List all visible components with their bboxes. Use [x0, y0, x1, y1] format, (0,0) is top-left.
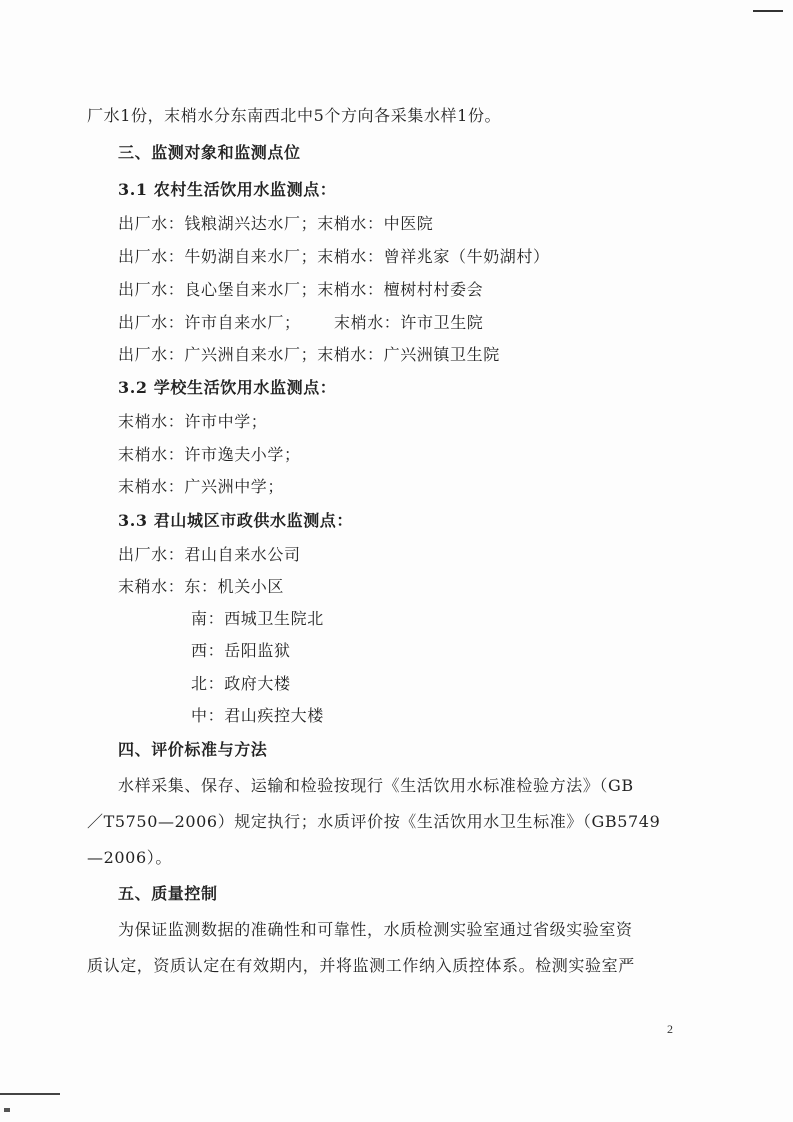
monitoring-point-line: 出厂水：广兴洲自来水厂；末梢水：广兴洲镇卫生院: [118, 345, 500, 364]
paragraph-line: 为保证监测数据的准确性和可靠性，水质检测实验室通过省级实验室资: [118, 920, 633, 939]
page-number: 2: [667, 1022, 673, 1036]
subsection-heading: 3.1 农村生活饮用水监测点：: [118, 180, 337, 199]
monitoring-point-line: 出厂水：君山自来水公司: [118, 545, 301, 564]
paragraph-line: ／T5750—2006）规定执行；水质评价按《生活饮用水卫生标准》（GB5749: [87, 812, 661, 831]
scan-dust-mark: [4, 1108, 10, 1112]
monitoring-point-line: 末梢水：许市逸夫小学；: [118, 445, 301, 464]
scan-edge-mark-top: [753, 10, 783, 12]
section-heading: 四、评价标准与方法: [118, 740, 268, 759]
monitoring-point-line: 出厂水：牛奶湖自来水厂；末梢水：曾祥兆家（牛奶湖村）: [118, 247, 550, 266]
scan-edge-mark-bottom: [0, 1093, 60, 1095]
subsection-heading: 3.2 学校生活饮用水监测点：: [118, 378, 337, 397]
monitoring-point-line: 西：岳阳监狱: [191, 641, 291, 660]
paragraph-line: 水样采集、保存、运输和检验按现行《生活饮用水标准检验方法》（GB: [118, 776, 634, 795]
subsection-heading: 3.3 君山城区市政供水监测点：: [118, 511, 354, 530]
text-line: 厂水1份，末梢水分东南西北中5个方向各采集水样1份。: [87, 106, 502, 125]
monitoring-point-line: 出厂水：良心堡自来水厂；末梢水：檀树村村委会: [118, 280, 484, 299]
monitoring-point-line: 北：政府大楼: [191, 674, 291, 693]
monitoring-point-line: 南：西城卫生院北: [191, 609, 324, 628]
monitoring-point-line: 出厂水：钱粮湖兴达水厂；末梢水：中医院: [118, 214, 434, 233]
monitoring-point-line: 末梢水：许市卫生院: [334, 313, 484, 332]
section-heading: 五、质量控制: [118, 884, 218, 903]
paragraph-line: —2006）。: [87, 848, 172, 867]
monitoring-point-line: 末梢水：许市中学；: [118, 412, 268, 431]
monitoring-point-line: 末梢水：广兴洲中学；: [118, 477, 285, 496]
paragraph-line: 质认定，资质认定在有效期内，并将监测工作纳入质控体系。检测实验室严: [87, 956, 635, 975]
monitoring-point-line: 中：君山疾控大楼: [191, 706, 324, 725]
monitoring-point-line: 出厂水：许市自来水厂；: [118, 313, 301, 332]
monitoring-point-line: 末稍水：东：机关小区: [118, 577, 285, 596]
section-heading: 三、监测对象和监测点位: [118, 143, 301, 162]
